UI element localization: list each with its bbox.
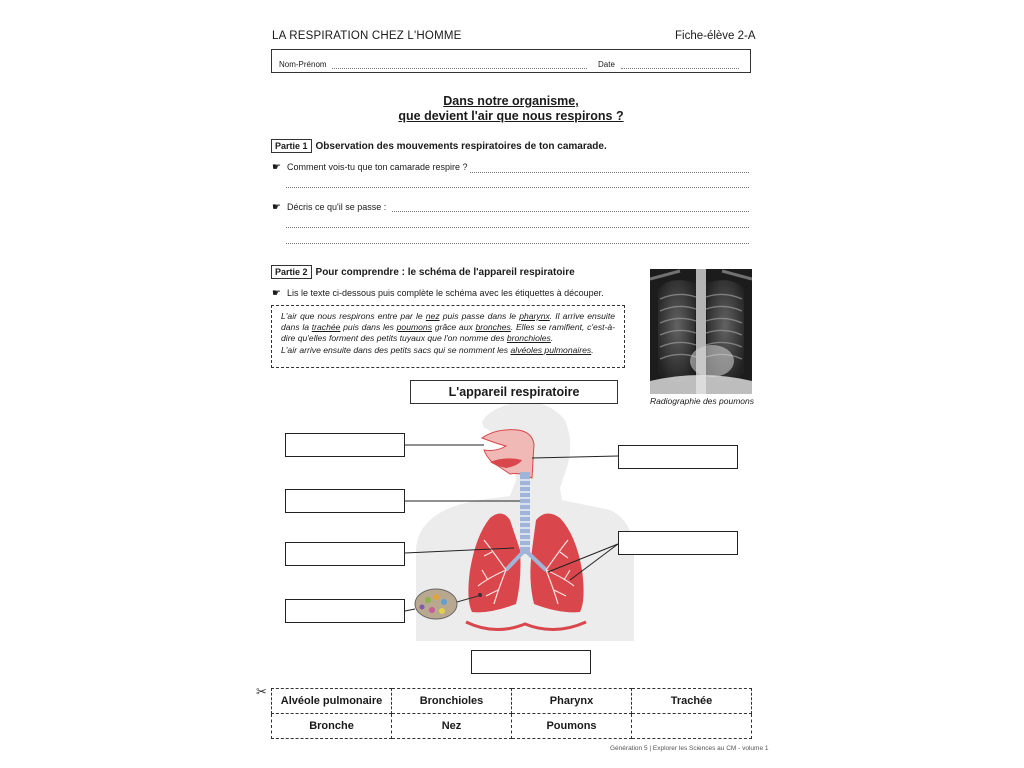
pointing-hand-icon: ☛ [272, 288, 281, 299]
answer-line[interactable] [392, 211, 749, 212]
pointing-hand-icon: ☛ [272, 162, 281, 173]
part1-tag: Partie 1 [271, 139, 312, 153]
name-date-box [271, 49, 751, 73]
cutout-label[interactable]: Bronche [272, 714, 392, 739]
part1-question2 [272, 202, 386, 213]
part2-title: Pour comprendre : le schéma de l'appareil respiratoire [315, 267, 575, 278]
cutout-labels-table [271, 688, 752, 739]
name-field[interactable] [332, 68, 587, 69]
part2-instruction-text: Lis le texte ci-dessous puis complète le schéma avec les étiquettes à découper. [286, 288, 604, 298]
pointing-hand-icon: ☛ [272, 202, 281, 213]
answer-line[interactable] [286, 243, 749, 244]
cutout-label[interactable]: Alvéole pulmonaire [272, 689, 392, 714]
scissors-icon: ✂ [256, 684, 267, 699]
cutout-label[interactable]: Nez [392, 714, 512, 739]
cutout-label-empty[interactable] [632, 714, 752, 739]
cutout-label[interactable]: Pharynx [512, 689, 632, 714]
reading-paragraph-2: L'air arrive ensuite dans des petits sacs qui se nomment les alvéoles pulmonaires. [281, 344, 594, 355]
xray-caption: Radiographie des poumons [650, 396, 754, 406]
answer-line[interactable] [286, 187, 749, 188]
label-box-alveolus[interactable] [285, 599, 405, 623]
answer-line[interactable] [470, 172, 749, 173]
part1-heading [271, 141, 607, 152]
cutout-label[interactable]: Poumons [512, 714, 632, 739]
main-question-line2: que devient l'air que nous respirons ? [398, 109, 624, 123]
sheet-number: Fiche-élève 2-A [675, 30, 756, 42]
reading-text-box [271, 305, 625, 368]
part2-heading [271, 267, 575, 278]
part1-q2-text: Décris ce qu'il se passe : [286, 202, 387, 212]
cutout-label[interactable]: Trachée [632, 689, 752, 714]
label-box-pharynx[interactable] [618, 445, 738, 469]
label-box-bronchioles[interactable] [618, 531, 738, 555]
date-label: Date [598, 60, 615, 69]
label-box-lungs[interactable] [471, 650, 591, 674]
part1-question1 [272, 162, 468, 173]
part1-q1-text: Comment vois-tu que ton camarade respire ? [286, 162, 468, 172]
date-field[interactable] [621, 68, 739, 69]
name-label: Nom-Prénom [279, 60, 327, 69]
lung-xray-image [650, 269, 752, 394]
part1-title: Observation des mouvements respiratoires de ton camarade. [315, 141, 607, 152]
label-box-bronchi[interactable] [285, 542, 405, 566]
label-box-trachea[interactable] [285, 489, 405, 513]
part2-tag: Partie 2 [271, 265, 312, 279]
reading-paragraph: L'air que nous respirons entre par le nez puis passe dans le pharynx. Il arrive ensuite dans la trachée puis dans les poumons grâce aux bronches. Elles se ramifient, c'est-à-dire qu'elles forment des petits tuyaux que l'on nomme des bronchioles. [281, 311, 616, 344]
diagram-title: L'appareil respiratoire [410, 380, 618, 404]
cutout-label[interactable]: Bronchioles [392, 689, 512, 714]
main-question [271, 94, 751, 124]
worksheet-title: LA RESPIRATION CHEZ L'HOMME [272, 30, 462, 42]
label-box-nose[interactable] [285, 433, 405, 457]
footer-credit: Génération 5 | Explorer les Sciences au CM - volume 1 [610, 745, 769, 752]
answer-line[interactable] [286, 227, 749, 228]
main-question-line1: Dans notre organisme, [443, 94, 579, 108]
part2-instruction [272, 288, 604, 299]
